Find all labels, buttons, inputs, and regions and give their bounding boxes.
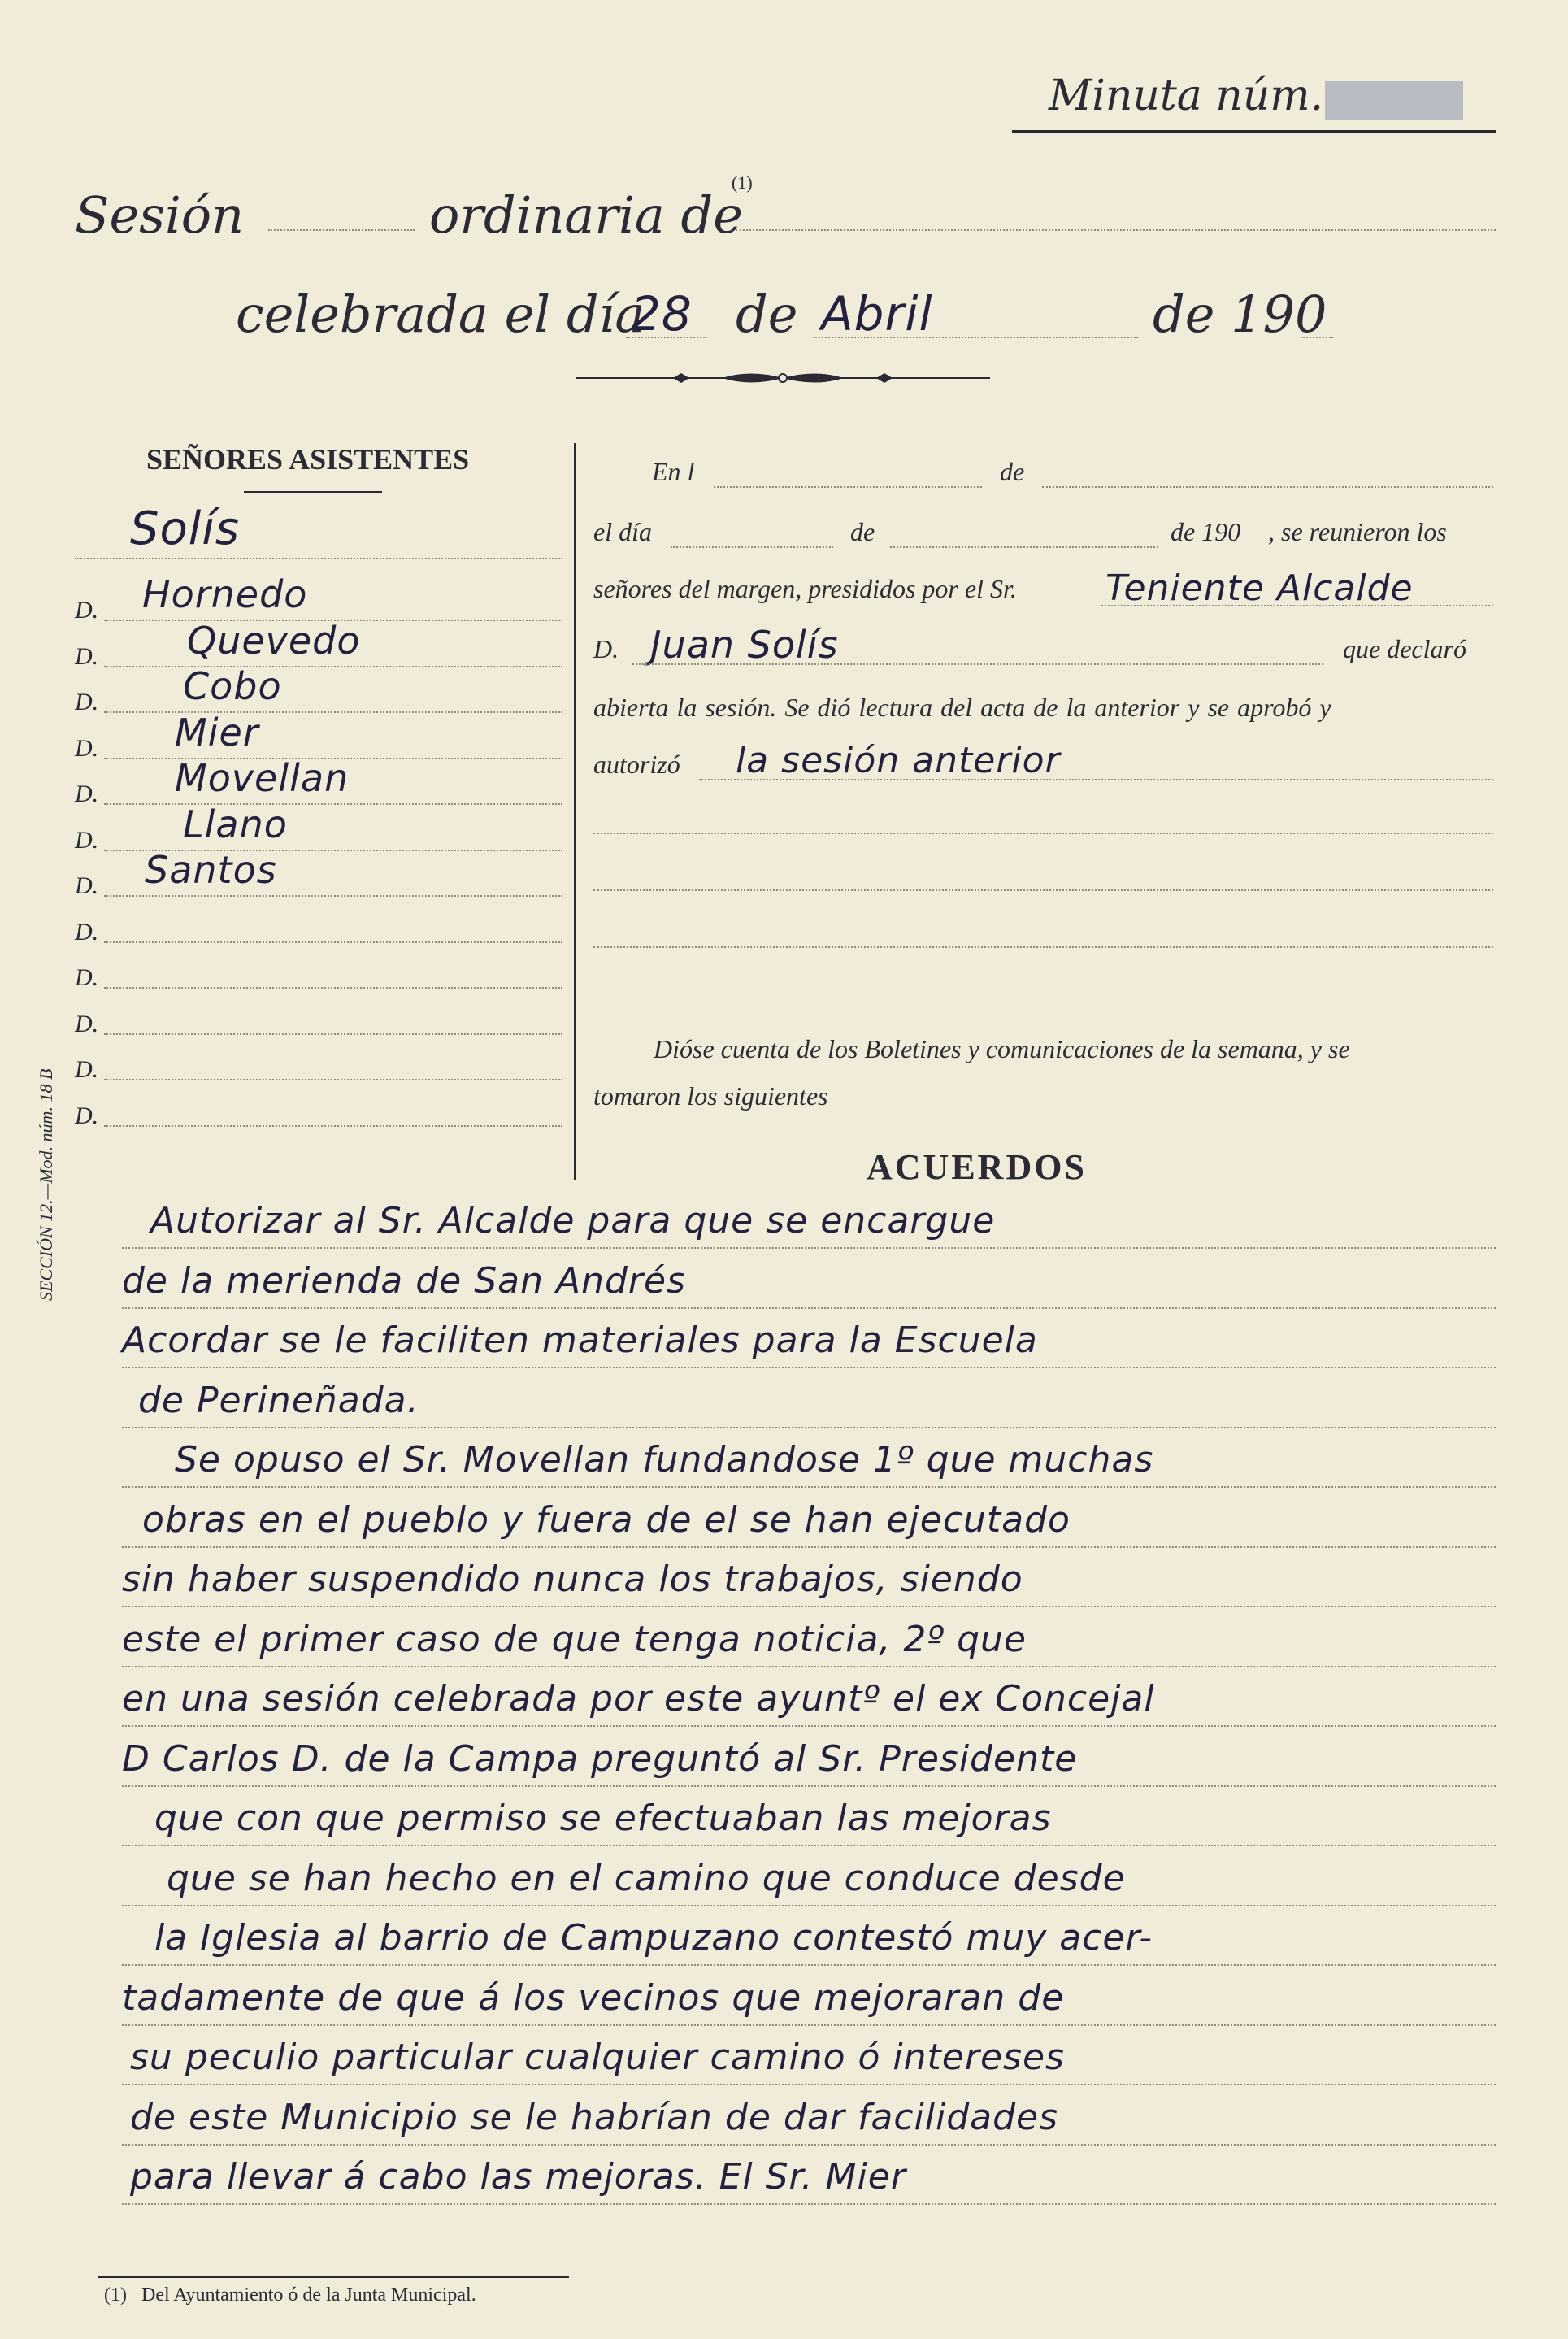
attendee-dots: [104, 1033, 562, 1035]
attendee-dots: [104, 895, 562, 897]
intro-dots-7: [699, 779, 1493, 780]
session-dots-1: [268, 229, 415, 231]
acuerdo-rule: [122, 1427, 1496, 1428]
acuerdo-rule: [122, 1546, 1496, 1548]
attendee-prefix: D.: [75, 1102, 99, 1129]
acuerdo-line: obras en el pueblo y fuera de el se han ejecutado: [142, 1498, 1071, 1541]
attendees-heading: SEÑORES ASISTENTES: [146, 443, 470, 476]
year-dots: [1301, 337, 1333, 338]
session-type: ordinaria de: [429, 185, 743, 245]
attendee-prefix: D.: [75, 1010, 99, 1037]
attendee-prefix: D.: [75, 872, 99, 899]
session-word: Sesión: [75, 185, 245, 245]
acuerdo-rule: [122, 1845, 1496, 1846]
attendee-prefix: D.: [75, 918, 99, 946]
attendee-name: Mier: [175, 710, 259, 754]
acuerdo-line: Se opuso el Sr. Movellan fundandose 1º que muchas: [175, 1439, 1154, 1480]
intro-dots-4: [890, 546, 1158, 548]
acuerdo-line: Acordar se le faciliten materiales para la Escuela: [122, 1319, 1038, 1361]
minuta-number-box: [1325, 81, 1463, 120]
intro-dots-8: [593, 833, 1493, 834]
attendee-name: Llano: [183, 802, 288, 846]
attendee-name: Movellan: [175, 756, 350, 800]
attendee-first-dots: [75, 558, 562, 559]
acuerdo-rule: [122, 2024, 1496, 2026]
session-day: 28: [631, 286, 693, 341]
attendee-dots: [104, 711, 562, 713]
attendee-prefix: D.: [75, 642, 99, 670]
intro-de-a: de: [850, 517, 875, 546]
month-dots: [813, 337, 1138, 338]
acuerdo-line: que se han hecho en el camino que conduce desde: [167, 1857, 1126, 1899]
intro-de-year: de 190: [1171, 517, 1241, 546]
president-title: Teniente Alcalde: [1105, 567, 1414, 609]
acuerdo-rule: [122, 1367, 1496, 1368]
attendee-prefix: D.: [75, 826, 99, 854]
acuerdo-line: en una sesión celebrada por este ayuntº el ex Concejal: [122, 1678, 1155, 1719]
attendee-dots: [104, 1079, 562, 1080]
attendee-name: Quevedo: [187, 618, 361, 663]
acuerdos-heading: ACUERDOS: [867, 1147, 1087, 1187]
footnote-rule: [98, 2276, 569, 2278]
de-label: de: [736, 285, 798, 344]
intro-autorizo-hand: la sesión anterior: [736, 740, 1061, 781]
attendee-dots: [104, 666, 562, 667]
minuta-label: Minuta núm.: [1049, 72, 1324, 120]
attendee-name: Santos: [145, 848, 277, 892]
acuerdo-line: la Iglesia al barrio de Campuzano contestó muy acer-: [154, 1917, 1153, 1959]
president-name: Juan Solís: [650, 623, 839, 667]
intro-presididos: señores del margen, presididos por el Sr.: [593, 574, 1017, 603]
acuerdo-line: de este Municipio se le habrían de dar facilidades: [130, 2096, 1059, 2138]
acuerdo-rule: [122, 1905, 1496, 1906]
acuerdo-rule: [122, 1486, 1496, 1488]
section-side-label: SECCIÓN 12.—Mod. núm. 18 B: [36, 1068, 56, 1301]
attendee-prefix: D.: [75, 734, 99, 762]
attendee-prefix: D.: [75, 689, 99, 715]
acuerdo-rule: [122, 1666, 1496, 1667]
attendee-first: Solís: [130, 502, 241, 555]
intro-abierta: abierta la sesión. Se dió lectura del acta de la anterior y se aprobó y: [593, 693, 1331, 722]
acuerdo-line: que con que permiso se efectuaban las mejoras: [154, 1798, 1052, 1839]
celebrated-label: celebrada el día: [236, 285, 645, 344]
session-dots-2: [736, 229, 1496, 231]
acuerdo-line: de la merienda de San Andrés: [122, 1259, 686, 1302]
footnote-mark: (1): [732, 172, 753, 193]
acuerdo-line: Autorizar al Sr. Alcalde para que se encargue: [150, 1200, 996, 1241]
intro-reunieron: , se reunieron los: [1268, 517, 1447, 546]
intro-dots-9: [593, 889, 1493, 891]
intro-dots-1: [714, 486, 982, 488]
session-month: Abril: [821, 286, 933, 341]
acuerdo-rule: [122, 1785, 1496, 1787]
acuerdo-rule: [122, 2144, 1496, 2146]
intro-declaro: que declaró: [1343, 634, 1466, 663]
acuerdo-line: para llevar á cabo las mejoras. El Sr. Mier: [130, 2156, 906, 2198]
acuerdo-rule: [122, 1247, 1496, 1249]
year-label: de 190: [1153, 285, 1327, 344]
boletines-line-1: Dióse cuenta de los Boletines y comunicaciones de la semana, y se: [654, 1034, 1350, 1063]
attendees-heading-rule: [244, 491, 382, 493]
attendee-prefix: D.: [75, 964, 99, 991]
attendee-dots: [104, 803, 562, 805]
intro-dots-3: [671, 546, 833, 548]
attendee-dots: [104, 1125, 562, 1127]
intro-dots-6: [632, 663, 1323, 665]
intro-dots-10: [593, 946, 1493, 948]
acuerdo-rule: [122, 1725, 1496, 1727]
intro-en: En l: [652, 457, 695, 486]
acuerdo-rule: [122, 1307, 1496, 1309]
acuerdo-rule: [122, 2084, 1496, 2085]
intro-de: de: [1000, 457, 1025, 486]
boletines-line-2: tomaron los siguientes: [593, 1081, 828, 1111]
acuerdo-line: tadamente de que á los vecinos que mejoraran de: [122, 1976, 1065, 2019]
acuerdo-rule: [122, 1964, 1496, 1966]
acuerdo-line: sin haber suspendido nunca los trabajos, siendo: [122, 1559, 1023, 1600]
attendee-prefix: D.: [75, 780, 99, 807]
intro-dots-5: [1101, 605, 1493, 606]
ornament-divider: [576, 367, 990, 389]
attendee-prefix: D.: [75, 597, 99, 624]
intro-d: D.: [593, 634, 619, 663]
attendee-dots: [104, 987, 562, 989]
day-dots: [626, 337, 707, 338]
attendee-name: Hornedo: [142, 572, 308, 616]
intro-dots-2: [1042, 486, 1493, 488]
attendee-dots: [104, 941, 562, 943]
footnote-text: (1) Del Ayuntamiento ó de la Junta Municipal.: [104, 2285, 476, 2306]
column-divider: [574, 443, 576, 1180]
acuerdo-line: este el primer caso de que tenga noticia, 2º que: [122, 1618, 1027, 1660]
minuta-underline: [1012, 130, 1496, 133]
intro-autorizo: autorizó: [593, 750, 680, 779]
attendee-name: Cobo: [183, 664, 282, 708]
intro-el-dia: el día: [593, 517, 652, 546]
acuerdo-line: su peculio particular cualquier camino ó intereses: [130, 2037, 1065, 2078]
attendee-prefix: D.: [75, 1056, 99, 1083]
acuerdo-rule: [122, 1606, 1496, 1607]
acuerdo-rule: [122, 2203, 1496, 2205]
acuerdo-line: de Perineñada.: [138, 1379, 419, 1421]
acuerdo-line: D Carlos D. de la Campa preguntó al Sr. Presidente: [122, 1737, 1078, 1780]
